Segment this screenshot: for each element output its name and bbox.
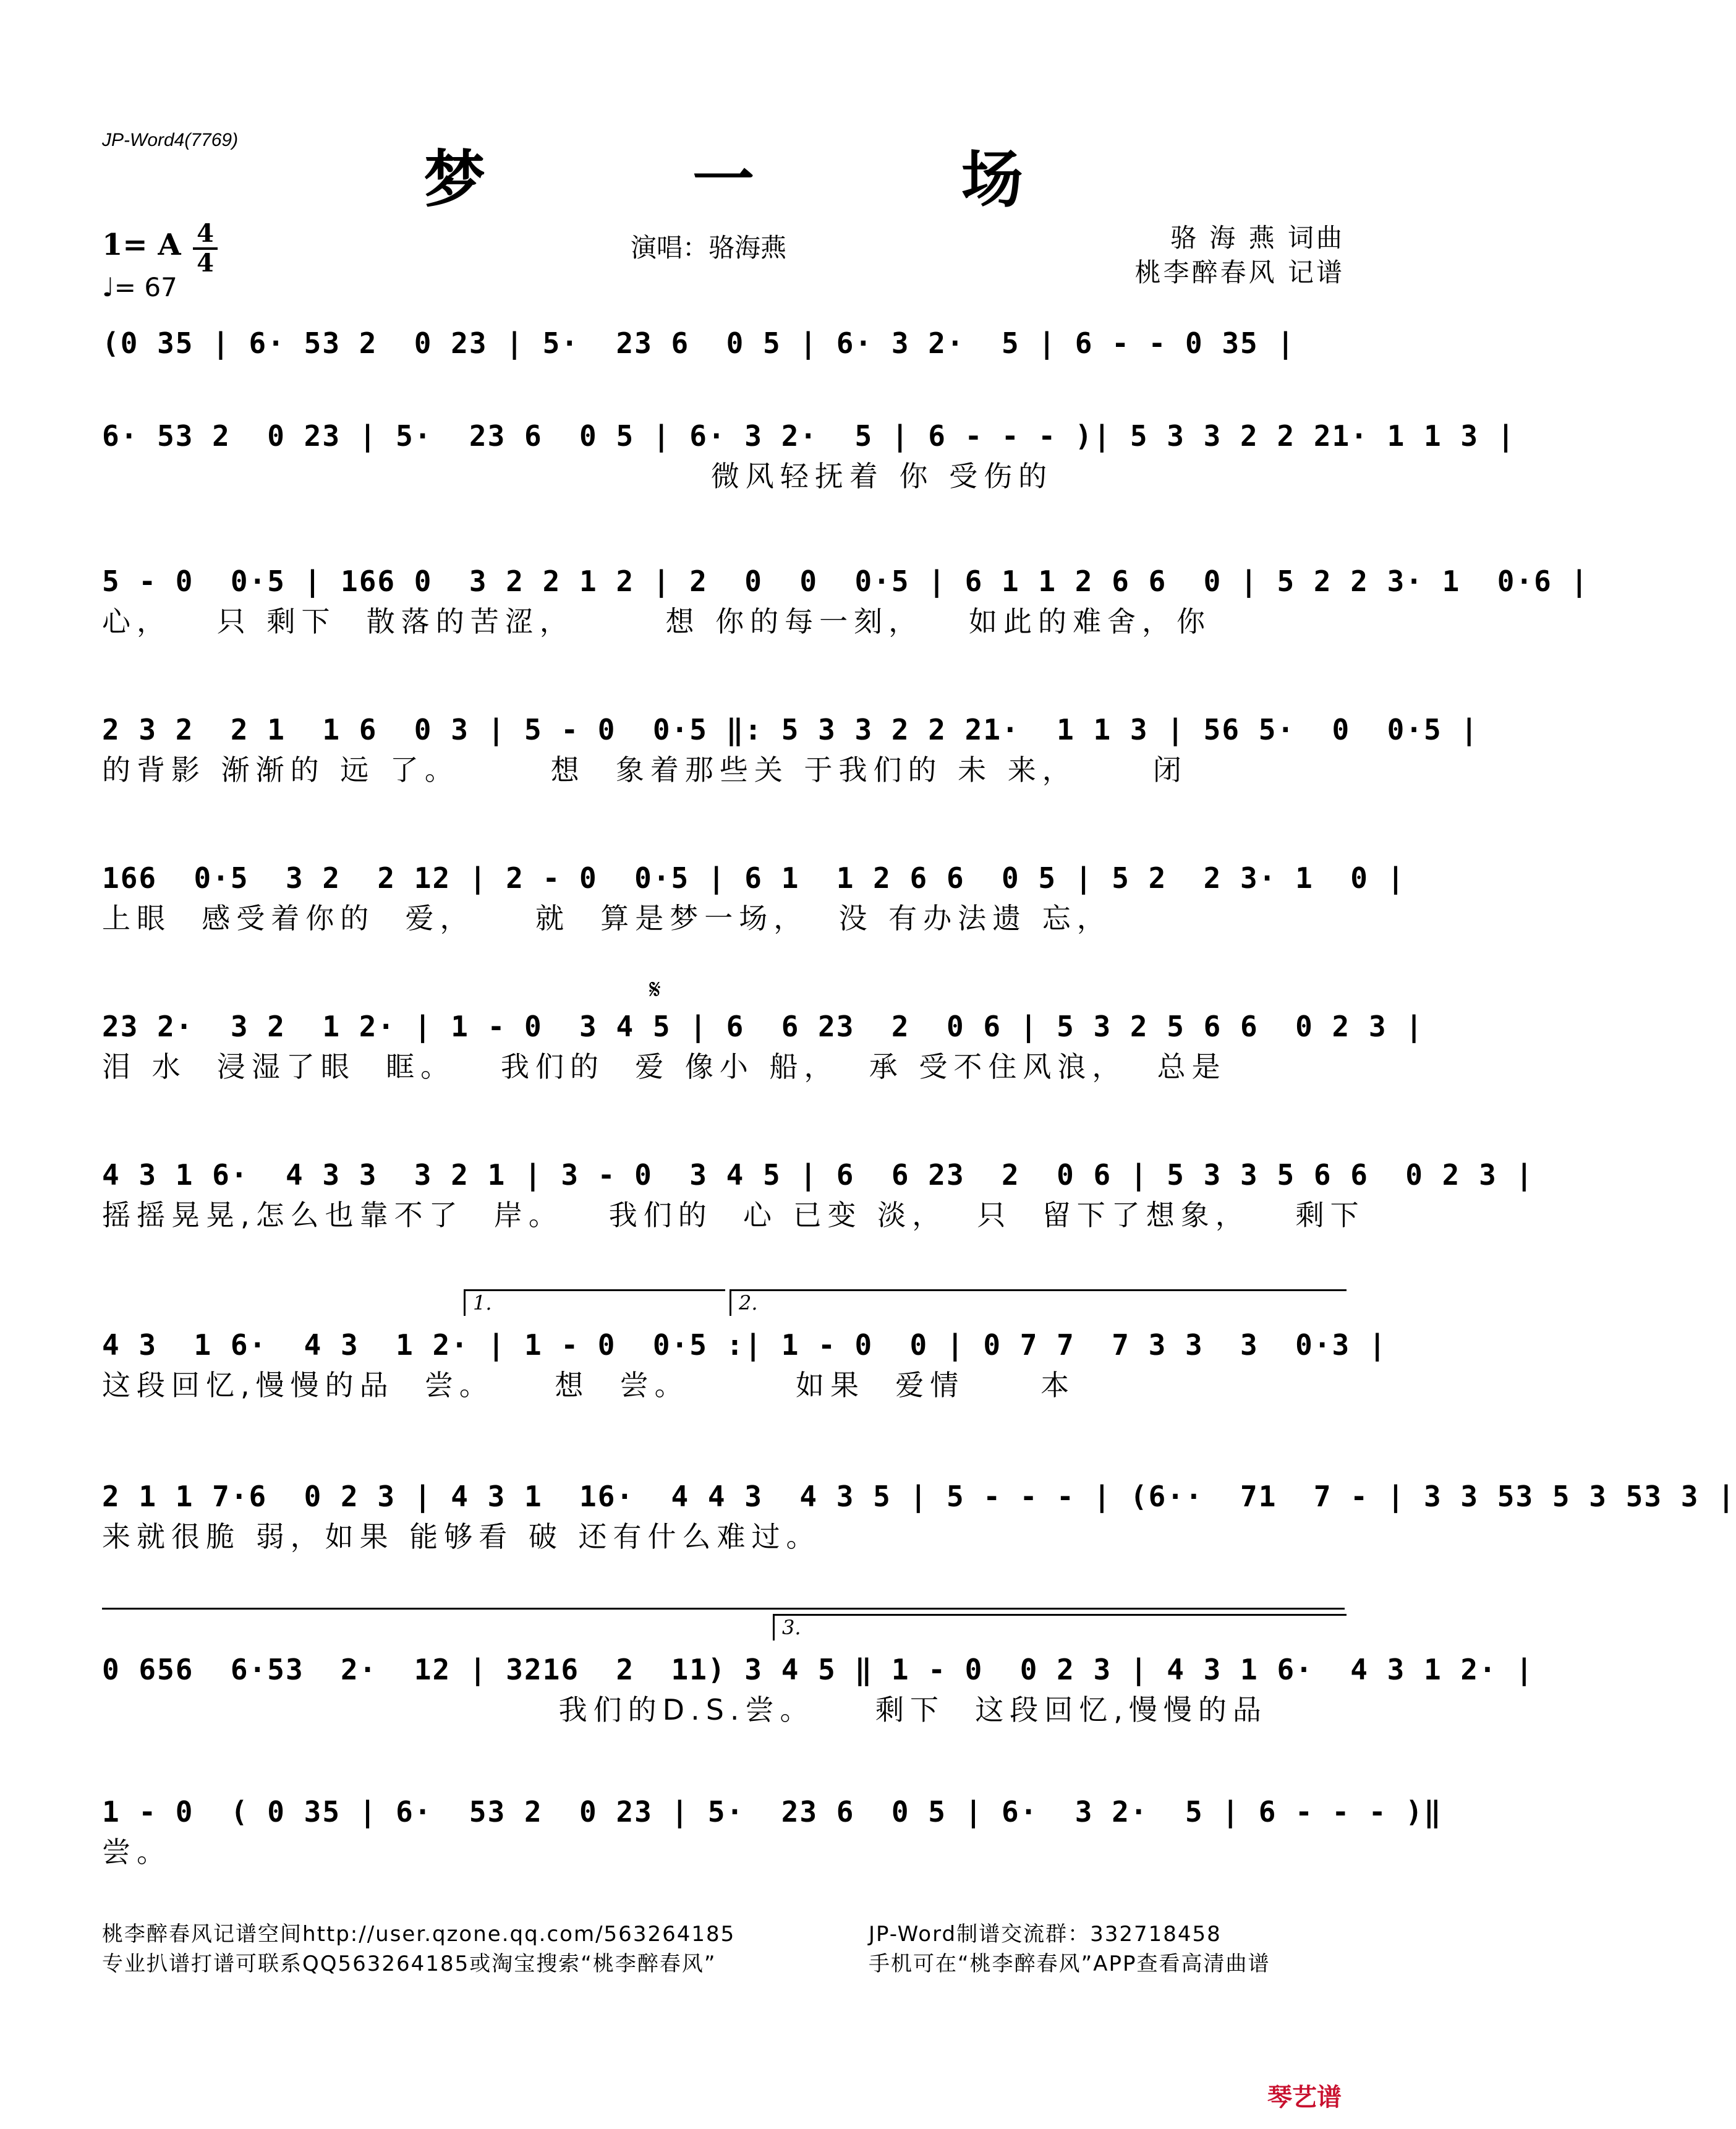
notation-line: 5 - 0 0·5 | 166 0 3 2 2 1 2 | 2 0 0 0·5 | 6 1 1 2 6 6 0 | 5 2 2 3· 1 0·6 | [102,565,1589,598]
score-system-1 [102,322,1345,365]
lyrics-line: 摇摇晃晃,怎么也靠不了 岸。 我们的 心 已变 淡， 只 留下了想象， 剩下 [102,1198,1365,1232]
notation-line: 2 1 1 7·6 0 2 3 | 4 3 1 16· 4 4 3 4 3 5 | 5 - - - | (6·· 71 7 - | 3 3 53 5 3 53 3 | [102,1480,1736,1513]
software-tag: JP-Word4(7769) [102,130,239,150]
score-system-6 [102,1005,1424,1085]
footer-group: JP-Word制谱交流群：332718458 [869,1922,1222,1947]
lyrics-line: 泪 水 浸湿了眼 眶。 我们的 爱 像小 船， 承 受不住风浪， 总是 [102,1050,1227,1083]
notation-line: 4 3 1 6· 4 3 1 2· | 1 - 0 0·5 :| 1 - 0 0 | 0 7 7 7 3 3 3 0·3 | [102,1328,1387,1362]
score-system-2 [102,414,1516,495]
score-system-3 [102,560,1589,640]
page-title: 梦 一 场 [423,143,1116,216]
score-system-11 [102,1790,1442,1871]
lyrics-line: 来就很脆 弱，如果 能够看 破 还有什么难过。 [102,1520,821,1553]
time-signature-bottom: 4 [197,249,214,278]
volta-bracket-3 [773,1614,1347,1640]
lyrics-line: 心， 只 剩下 散落的苦涩， 想 你的每一刻， 如此的难舍，你 [102,605,1211,638]
score-system-10 [102,1648,1534,1728]
notation-line: 6· 53 2 0 23 | 5· 23 6 0 5 | 6· 3 2· 5 | 6 - - - )| 5 3 3 2 2 21· 1 1 3 | [102,419,1516,453]
score-system-5 [102,856,1406,937]
notation-line: 166 0·5 3 2 2 12 | 2 - 0 0·5 | 6 1 1 2 6 6 0 5 | 5 2 2 3· 1 0 | [102,861,1406,895]
notation-line: (0 35 | 6· 53 2 0 23 | 5· 23 6 0 5 | 6· 3 2· 5 | 6 - - 0 35 | [102,326,1296,360]
lyrics-line: 这段回忆,慢慢的品 尝。 想 尝。 如果 爱情 本 [102,1368,1076,1402]
key-signature: 1= A [102,228,181,262]
score-system-9 [102,1475,1736,1555]
volta-1-label: 1. [473,1291,492,1315]
time-signature-top: 4 [197,219,214,248]
lyrics-line: 微风轻抚着 你 受伤的 [102,459,1053,493]
lyrics-line: 的背影 渐渐的 远 了。 想 象着那些关 于我们的 未 来， 闭 [102,753,1188,787]
notation-line: 0 656 6·53 2· 12 | 3216 2 11) 3 4 5 ‖ 1 - 0 0 2 3 | 4 3 1 6· 4 3 1 2· | [102,1653,1534,1686]
footer-app-note: 手机可在“桃李醉春风”APP查看高清曲谱 [869,1952,1270,1976]
volta-bracket-1 [464,1289,725,1316]
lyrics-line: 尝。 [102,1835,171,1869]
tempo-marking: ♩= 67 [102,272,177,302]
lyrics-line: 我们的D.S.尝。 剩下 这段回忆,慢慢的品 [102,1693,1267,1726]
lyrics-line: 上眼 感受着你的 爱， 就 算是梦一场， 没 有办法遗 忘， [102,902,1112,935]
footer-contact: 专业扒谱打谱可联系QQ563264185或淘宝搜索“桃李醉春风” [102,1952,717,1976]
volta-bracket-2 [730,1289,1347,1316]
segno-sign: 𝄋 [649,974,661,1005]
volta-2-label: 2. [739,1291,758,1315]
transcriber-credit: 桃李醉春风 记谱 [1134,257,1345,288]
notation-line: 2 3 2 2 1 1 6 0 3 | 5 - 0 0·5 ‖: 5 3 3 2 2 21· 1 1 3 | 56 5· 0 0·5 | [102,713,1479,746]
brand-logo: 琴艺谱 [1267,2083,1342,2112]
singer-credit: 演唱：骆海燕 [631,233,787,263]
notation-line: 23 2· 3 2 1 2· | 1 - 0 3 4 5 | 6 6 23 2 0 6 | 5 3 2 5 6 6 0 2 3 | [102,1010,1424,1043]
section-divider [102,1608,1345,1610]
score-system-8 [102,1323,1387,1404]
time-signature [193,221,218,276]
score-system-4 [102,708,1479,788]
volta-3-label: 3. [782,1616,801,1639]
notation-line: 1 - 0 ( 0 35 | 6· 53 2 0 23 | 5· 23 6 0 5 | 6· 3 2· 5 | 6 - - - )‖ [102,1795,1442,1828]
score-system-7 [102,1153,1534,1234]
footer-qzone-link[interactable]: 桃李醉春风记谱空间http://user.qzone.qq.com/563264185 [102,1922,736,1947]
composer-credit: 骆 海 燕 词曲 [1170,223,1345,253]
notation-line: 4 3 1 6· 4 3 3 3 2 1 | 3 - 0 3 4 5 | 6 6 23 2 0 6 | 5 3 3 5 6 6 0 2 3 | [102,1158,1534,1192]
